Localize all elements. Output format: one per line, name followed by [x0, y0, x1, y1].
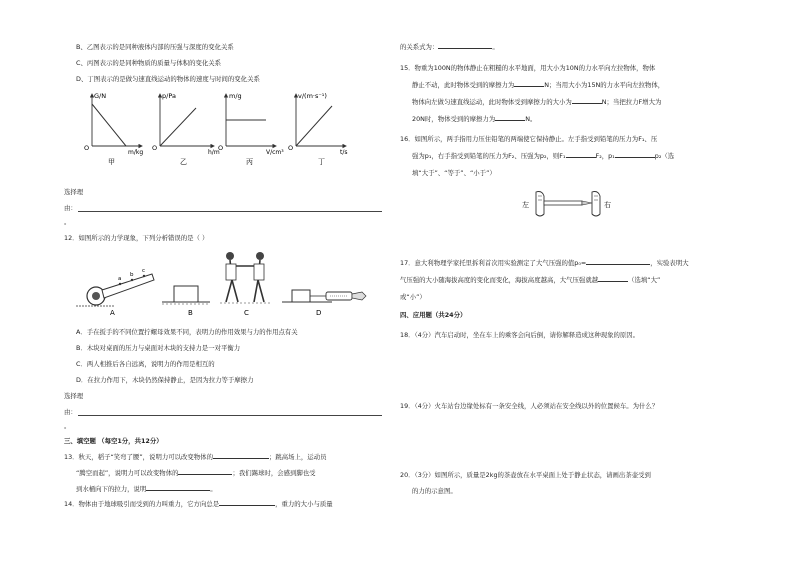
- graph-bing-ylabel: m/g: [229, 92, 242, 100]
- graph-yi-ylabel: p/Pa: [162, 92, 176, 100]
- q12-option-a: A．手在扳手的不同位置拧螺母效果不同，表明力的作用效果与力的作用点有关: [76, 328, 298, 336]
- q17-blank-1[interactable]: [586, 259, 650, 265]
- graph-bing-origin: O: [218, 144, 224, 152]
- q12-figures: [70, 246, 386, 316]
- q14-line1: [64, 500, 386, 509]
- figure-a-label: A: [110, 309, 115, 316]
- graph-ding-ylabel: v/(m·s⁻¹): [298, 92, 327, 100]
- figure-d-pull: [282, 290, 366, 316]
- q17-text-2b: （选填“大”: [628, 276, 661, 284]
- q17-text-1a: 17．意大利物理学家托里拆利首次用实验测定了大气压强的值p₀=: [400, 259, 587, 267]
- q12-reason-blank[interactable]: [78, 415, 382, 416]
- q14-text-2a: 的关系式为：: [400, 43, 439, 51]
- q11-option-c: C、丙图表示的是同种物质的质量与体积的变化关系: [76, 59, 222, 67]
- q16-pencil-figure: [518, 188, 618, 220]
- q13-blank-2[interactable]: [178, 469, 232, 475]
- q14-text-2b: 。: [492, 43, 499, 51]
- figure-b-label: B: [188, 309, 193, 316]
- q12-end-mark: 。: [64, 422, 71, 430]
- q14-text-1b: ，重力的大小与质量: [275, 500, 333, 508]
- q16-text-2a: 强为p₁，右手指受到铅笔的压力为F₂、压强为p₂，则F₁: [412, 152, 566, 160]
- graph-yi-xlabel: h/m: [208, 149, 220, 156]
- q15-blank-3[interactable]: [495, 115, 525, 121]
- graph-jia-origin: O: [84, 144, 90, 152]
- q15-text-3b: N；当把拉力F增大为: [601, 98, 662, 106]
- q16-left-label: 左: [522, 201, 529, 209]
- wrench-point-b: b: [130, 272, 134, 278]
- q13-line3: [64, 485, 386, 494]
- q12-option-d: D．在拉力作用下，木块仍然保持静止，是因为拉力等于摩擦力: [76, 376, 254, 384]
- q15-text-4b: N。: [525, 115, 537, 123]
- graph-yi-caption: 乙: [180, 158, 187, 166]
- graph-yi-origin: O: [152, 144, 158, 152]
- graph-jia-ylabel: G/N: [94, 92, 107, 100]
- q13-text-2a: “腾空而起”，说明力可以改变物体的: [76, 469, 179, 477]
- q15-text-4a: 20N时，物体受到的摩擦力为: [412, 115, 496, 123]
- q13-blank-1[interactable]: [213, 453, 269, 459]
- q13-text-3b: 。: [210, 485, 217, 493]
- graph-jia: [84, 92, 143, 166]
- q15-blank-1[interactable]: [514, 81, 544, 87]
- graph-ding-caption: 丁: [318, 158, 325, 166]
- q17-line1: [400, 259, 736, 268]
- q20-line1: 20．（3分）如图所示，质量是2kg的茶壶放在水平桌面上处于静止状态，请画出茶壶受到: [400, 471, 651, 479]
- q14-line2: [400, 43, 736, 52]
- q12-stem: 12．如图所示的力学现象，下列分析错误的是（ ）: [64, 234, 209, 242]
- q15-line1: 15．物重为100N的物体静止在粗糙的水平地面，用大小为10N的力水平向左拉物体，物体: [400, 64, 656, 72]
- q15-text-2a: 静止不动，此时物体受到的摩擦力为: [412, 81, 515, 89]
- section4-title: 四、应用题（共24分）: [400, 311, 467, 319]
- q16-line1: 16．如图所示，两手指用力压住铅笔的两端使它保持静止。左手指受到铅笔的压力为F₁、压: [400, 135, 658, 143]
- q13-text-3a: 到水桶向下的拉力，说明: [76, 485, 147, 493]
- graph-jia-caption: 甲: [108, 158, 115, 166]
- graph-jia-xlabel: m/kg: [128, 149, 144, 156]
- q11-graphs: [80, 90, 360, 166]
- q16-blank-2[interactable]: [615, 152, 655, 158]
- graph-bing: [218, 92, 284, 166]
- q16-right-label: 右: [604, 201, 611, 209]
- figure-b-block: [162, 286, 210, 316]
- figure-c-label: C: [244, 309, 249, 316]
- q17-text-2a: 气压强的大小随海拔高度的变化而变化，海拔高度越高，大气压强就越: [400, 276, 599, 284]
- q12-reason-label: 选择理: [64, 392, 84, 400]
- q12-option-b: B．木块对桌面的压力与桌面对木块的支持力是一对平衡力: [76, 344, 241, 352]
- q20-line2: 的力的示意图。: [412, 487, 457, 495]
- q14-blank-2[interactable]: [438, 43, 492, 49]
- wrench-point-a: a: [118, 276, 122, 282]
- q15-line2: [400, 81, 736, 90]
- q11-reason-blank[interactable]: [78, 211, 382, 212]
- q16-line3: 填“大于”、“等于”、“小于”）: [412, 169, 496, 177]
- q13-text-2b: ；我们踢球时，会感到脚也受: [232, 469, 316, 477]
- q17-line2: [400, 276, 736, 285]
- q16-text-2b: F₂，p₁: [595, 152, 615, 160]
- q17-text-1b: ，实验表明大: [650, 259, 689, 267]
- wrench-point-c: c: [142, 268, 146, 274]
- graph-bing-xlabel: V/cm³: [266, 149, 284, 156]
- q12-option-c: C．两人相推后各自远离，说明力的作用是相互的: [76, 360, 215, 368]
- q16-text-2c: p₂（选: [654, 152, 675, 160]
- figure-c-people: [220, 252, 270, 316]
- q13-blank-3[interactable]: [146, 485, 210, 491]
- graph-ding-origin: O: [288, 144, 294, 152]
- figure-a-wrench: [76, 268, 154, 316]
- q13-text-1a: 13．秋天，稻子“笑弯了腰”，说明力可以改变物体的: [64, 453, 213, 461]
- q17-line3: 或“小”）: [400, 293, 426, 301]
- q15-line4: [400, 115, 736, 124]
- q14-blank-1[interactable]: [219, 500, 275, 506]
- q11-reason-prefix: 由：: [64, 204, 77, 212]
- q14-text-1a: 14．物体由于地球吸引而受到的力叫重力，它方向总是: [64, 500, 220, 508]
- q11-reason-label: 选择理: [64, 188, 84, 196]
- q16-line2: [400, 152, 736, 161]
- q11-end-mark: 。: [64, 218, 71, 226]
- q17-blank-2[interactable]: [598, 276, 628, 282]
- q13-line1: [64, 453, 386, 462]
- q15-blank-2[interactable]: [572, 98, 602, 104]
- q16-blank-1[interactable]: [566, 152, 596, 158]
- q15-text-2b: N；当用大小为15N的力水平向左拉物体，: [544, 81, 665, 89]
- graph-ding-xlabel: t/s: [340, 149, 348, 156]
- q15-line3: [400, 98, 736, 107]
- graph-ding: [288, 92, 348, 166]
- graph-yi: [152, 92, 220, 166]
- graph-bing-caption: 丙: [246, 158, 253, 166]
- q15-text-3a: 物体向左做匀速直线运动，此时物体受到摩擦力的大小为: [412, 98, 572, 106]
- section3-title: 三、填空题 （每空1分，共12分）: [64, 437, 163, 445]
- q19-text: 19．（4分）火车站台边缘处标有一条安全线，人必须站在安全线以外的位置候车。为什么？: [400, 402, 659, 410]
- q13-text-1b: ；跳高场上，运动员: [268, 453, 327, 461]
- figure-d-label: D: [316, 309, 322, 316]
- q11-option-b: B、乙图表示的是同种液体内部的压强与深度的变化关系: [76, 43, 234, 51]
- q12-reason-prefix: 由：: [64, 408, 77, 416]
- q13-line2: [64, 469, 386, 478]
- q18-text: 18．（4分）汽车启动时，坐在车上的乘客会向后倒，请你解释造成这种现象的原因。: [400, 331, 640, 339]
- q11-option-d: D、丁图表示的是做匀速直线运动的物体的速度与时间的变化关系: [76, 75, 260, 83]
